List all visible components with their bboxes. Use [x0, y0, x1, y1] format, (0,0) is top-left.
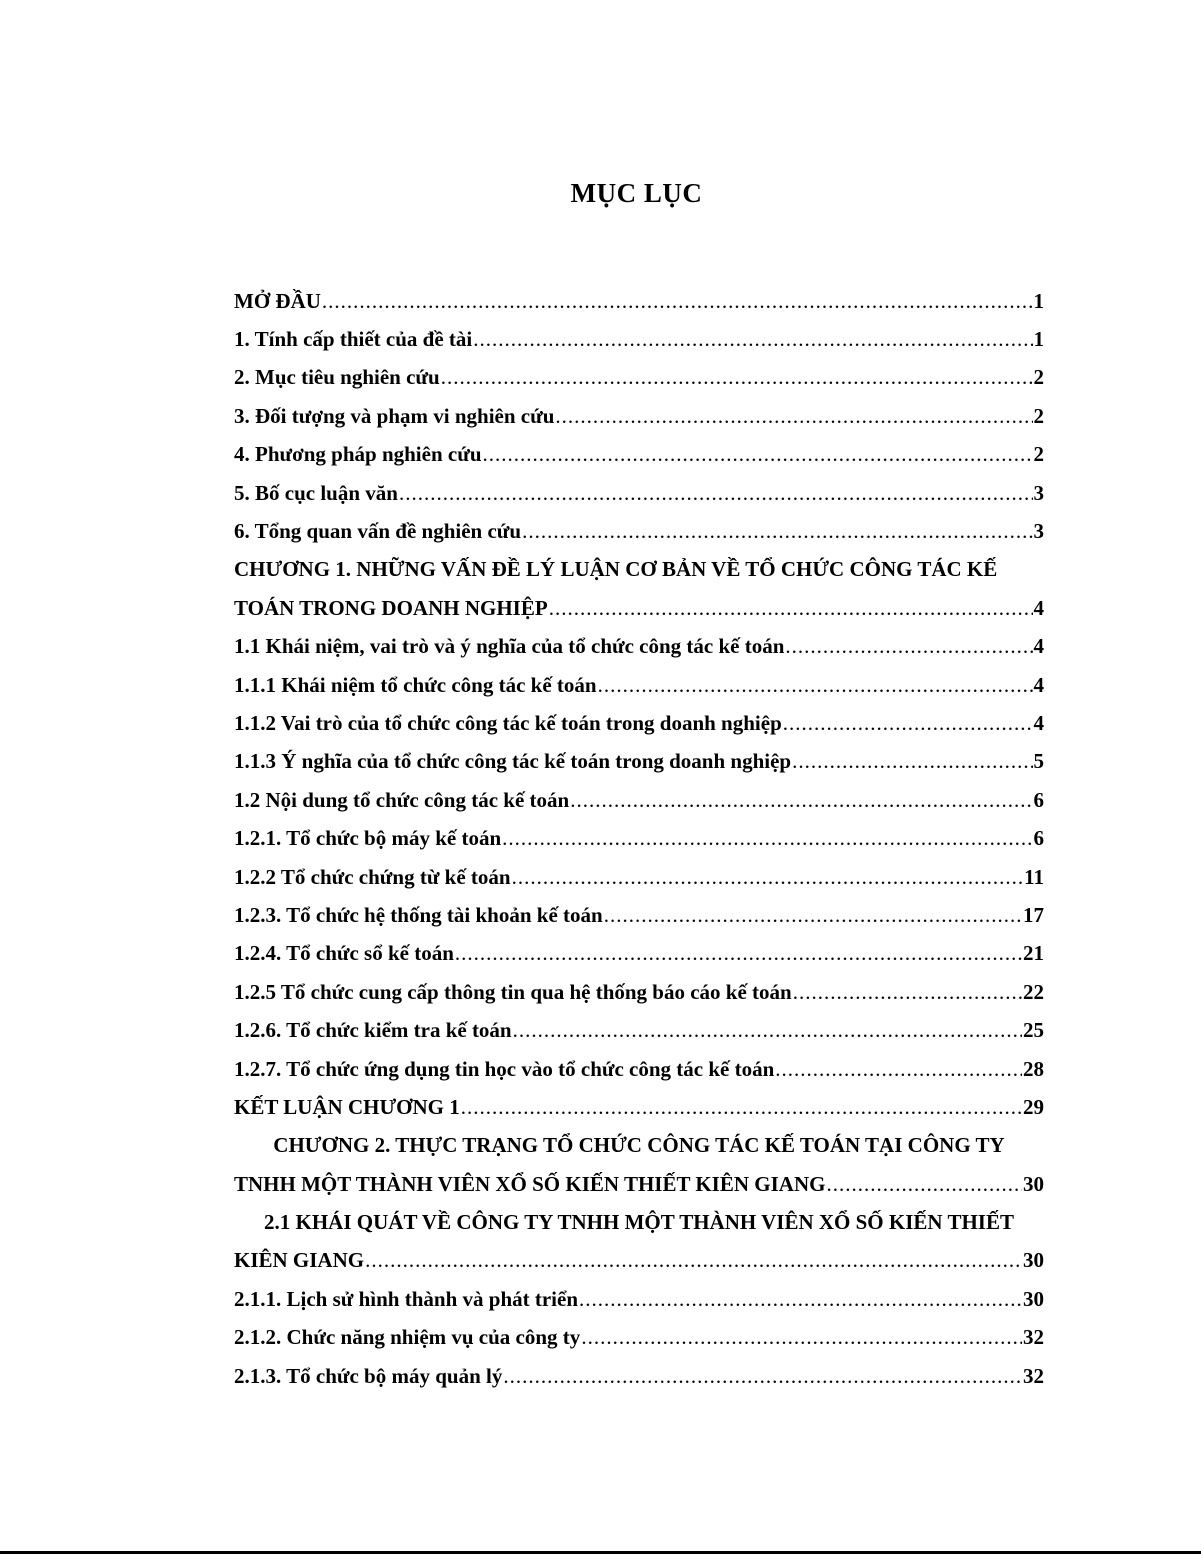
- toc-entry: [234, 282, 1044, 320]
- toc-entry-label: 5. Bố cục luận văn: [234, 480, 398, 505]
- toc-entry-label: 1.2 Nội dung tổ chức công tác kế toán: [234, 787, 570, 812]
- toc-entry-label: CHƯƠNG 2. THỰC TRẠNG TỔ CHỨC CÔNG TÁC KẾ TOÁN TẠI CÔNG TY: [273, 1133, 1005, 1158]
- toc-leader-dots: [455, 941, 1022, 966]
- toc-chapter-heading: [234, 551, 1044, 589]
- toc-entry: [234, 474, 1044, 512]
- toc-entry-label: 1.2.2 Tổ chức chứng từ kế toán: [234, 864, 511, 889]
- toc-entry-page: 1: [1033, 288, 1044, 313]
- toc-leader-dots: [826, 1172, 1022, 1197]
- toc-entry-page: 32: [1023, 1363, 1044, 1388]
- toc-leader-dots: [365, 1248, 1022, 1273]
- toc-entry-label: 1.2.6. Tổ chức kiểm tra kế toán: [234, 1018, 512, 1043]
- toc-entry-label: 3. Đối tượng và phạm vi nghiên cứu: [234, 403, 555, 428]
- toc-entry: [234, 1357, 1044, 1395]
- toc-entry-label: TNHH MỘT THÀNH VIÊN XỔ SỐ KIẾN THIẾT KIÊN GIANG: [234, 1171, 826, 1196]
- toc-entry-page: 29: [1023, 1094, 1044, 1119]
- toc-entry-page: 3: [1033, 519, 1044, 544]
- toc-entry-label: 2. Mục tiêu nghiên cứu: [234, 365, 440, 390]
- toc-entry-page: 2: [1033, 403, 1044, 428]
- toc-entry: [234, 1050, 1044, 1088]
- toc-entry-label: MỞ ĐẦU: [234, 288, 321, 313]
- toc-entry: [234, 1088, 1044, 1126]
- toc-entry: [234, 1165, 1044, 1203]
- toc-leader-dots: [322, 289, 1033, 314]
- table-of-contents: [234, 282, 1044, 1395]
- toc-leader-dots: [502, 826, 1032, 851]
- toc-entry: [234, 397, 1044, 435]
- toc-entry-page: 22: [1023, 979, 1044, 1004]
- toc-entry-label: 2.1 KHÁI QUÁT VỀ CÔNG TY TNHH MỘT THÀNH VIÊN XỔ SỐ KIẾN THIẾT: [264, 1210, 1014, 1235]
- toc-entry: [234, 359, 1044, 397]
- toc-entry-label: 1.1.2 Vai trò của tổ chức công tác kế toán trong doanh nghiệp: [234, 710, 782, 735]
- toc-entry: [234, 1319, 1044, 1357]
- toc-entry: [234, 320, 1044, 358]
- toc-entry-page: 28: [1023, 1056, 1044, 1081]
- toc-entry: [234, 704, 1044, 742]
- toc-entry-page: 3: [1033, 480, 1044, 505]
- toc-entry: [234, 973, 1044, 1011]
- toc-entry-page: 30: [1023, 1171, 1044, 1196]
- toc-entry-page: 30: [1023, 1286, 1044, 1311]
- toc-leader-dots: [513, 1018, 1022, 1043]
- toc-leader-dots: [579, 1287, 1022, 1312]
- toc-entry-page: 5: [1033, 749, 1044, 774]
- toc-entry-page: 11: [1024, 864, 1044, 889]
- toc-entry-page: 4: [1033, 634, 1044, 659]
- toc-entry-label: 2.1.1. Lịch sử hình thành và phát triển: [234, 1286, 579, 1311]
- toc-entry: [234, 1280, 1044, 1318]
- toc-entry-label: 1.2.7. Tổ chức ứng dụng tin học vào tổ chức công tác kế toán: [234, 1056, 775, 1081]
- toc-entry-page: 6: [1033, 826, 1044, 851]
- toc-entry: [234, 781, 1044, 819]
- toc-entry-page: 2: [1033, 442, 1044, 467]
- toc-entry-page: 6: [1033, 787, 1044, 812]
- toc-entry: [234, 819, 1044, 857]
- toc-entry-page: 32: [1023, 1325, 1044, 1350]
- toc-entry: [234, 858, 1044, 896]
- toc-entry: [234, 666, 1044, 704]
- toc-leader-dots: [483, 442, 1033, 467]
- toc-leader-dots: [461, 1095, 1022, 1120]
- toc-entry-label: CHƯƠNG 1. NHỮNG VẤN ĐỀ LÝ LUẬN CƠ BẢN VỀ TỔ CHỨC CÔNG TÁC KẾ: [234, 557, 998, 582]
- toc-entry-page: 30: [1023, 1248, 1044, 1273]
- toc-leader-dots: [785, 634, 1032, 659]
- toc-entry: [234, 935, 1044, 973]
- toc-entry-label: 1.1 Khái niệm, vai trò và ý nghĩa của tổ chức công tác kế toán: [234, 634, 785, 659]
- toc-leader-dots: [473, 327, 1032, 352]
- toc-entry: [234, 628, 1044, 666]
- toc-entry-page: 21: [1023, 941, 1044, 966]
- toc-entry-label: 2.1.3. Tổ chức bộ máy quản lý: [234, 1363, 503, 1388]
- toc-leader-dots: [441, 365, 1033, 390]
- toc-entry-label: 1.2.1. Tổ chức bộ máy kế toán: [234, 826, 502, 851]
- toc-entry-page: 2: [1033, 365, 1044, 390]
- toc-leader-dots: [775, 1057, 1022, 1082]
- toc-entry-label: 4. Phương pháp nghiên cứu: [234, 442, 482, 467]
- toc-leader-dots: [549, 596, 1033, 621]
- toc-entry-page: 4: [1033, 595, 1044, 620]
- toc-entry: [234, 436, 1044, 474]
- toc-entry-label: 1.1.3 Ý nghĩa của tổ chức công tác kế toán trong doanh nghiệp: [234, 749, 792, 774]
- toc-leader-dots: [512, 865, 1024, 890]
- toc-entry-label: 1.1.1 Khái niệm tổ chức công tác kế toán: [234, 672, 597, 697]
- toc-entry-label: 1.2.5 Tổ chức cung cấp thông tin qua hệ thống báo cáo kế toán: [234, 979, 792, 1004]
- toc-leader-dots: [555, 404, 1032, 429]
- toc-entry: [234, 1011, 1044, 1049]
- toc-entry-label: 1.2.4. Tổ chức sổ kế toán: [234, 941, 454, 966]
- toc-entry: [234, 896, 1044, 934]
- toc-leader-dots: [522, 519, 1032, 544]
- toc-chapter-heading: [234, 1127, 1044, 1165]
- toc-entry-page: 1: [1033, 327, 1044, 352]
- toc-leader-dots: [598, 673, 1033, 698]
- toc-leader-dots: [783, 711, 1033, 736]
- toc-leader-dots: [581, 1325, 1022, 1350]
- toc-entry-label: 2.1.2. Chức năng nhiệm vụ của công ty: [234, 1325, 581, 1350]
- toc-entry: [234, 589, 1044, 627]
- page-title: MỤC LỤC: [570, 178, 703, 208]
- toc-entry: [234, 512, 1044, 550]
- toc-entry-label: 1. Tính cấp thiết của đề tài: [234, 327, 473, 352]
- toc-entry-label: KIÊN GIANG: [234, 1248, 365, 1273]
- toc-entry-label: TOÁN TRONG DOANH NGHIỆP: [234, 595, 548, 620]
- toc-entry-label: 6. Tổng quan vấn đề nghiên cứu: [234, 519, 522, 544]
- toc-entry: [234, 743, 1044, 781]
- toc-leader-dots: [793, 980, 1022, 1005]
- toc-entry-page: 25: [1023, 1018, 1044, 1043]
- toc-entry-page: 4: [1033, 672, 1044, 697]
- toc-section-heading: [234, 1203, 1044, 1241]
- toc-entry-page: 4: [1033, 710, 1044, 735]
- toc-leader-dots: [604, 903, 1022, 928]
- toc-entry-label: KẾT LUẬN CHƯƠNG 1: [234, 1094, 460, 1119]
- toc-entry-label: 1.2.3. Tổ chức hệ thống tài khoản kế toán: [234, 902, 603, 927]
- toc-entry-page: 17: [1023, 902, 1044, 927]
- toc-entry: [234, 1242, 1044, 1280]
- toc-leader-dots: [399, 481, 1033, 506]
- toc-leader-dots: [570, 788, 1032, 813]
- toc-leader-dots: [792, 749, 1032, 774]
- toc-leader-dots: [503, 1364, 1022, 1389]
